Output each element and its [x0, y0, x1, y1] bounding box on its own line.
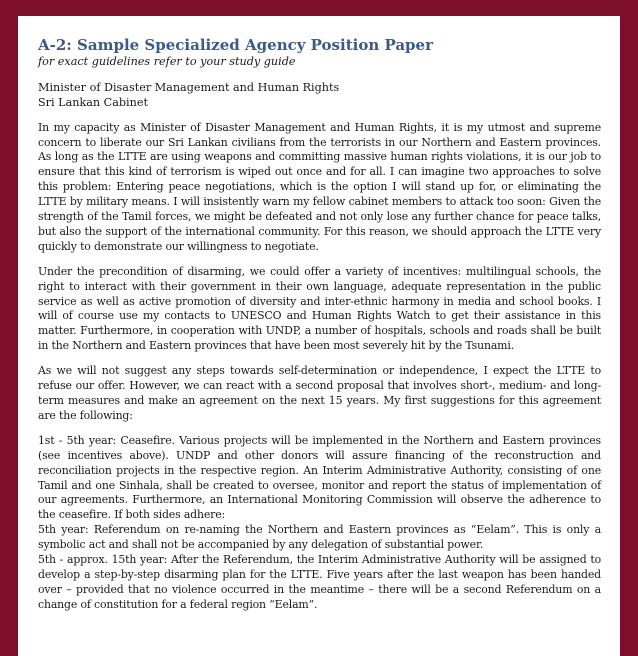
sender-role: Minister of Disaster Management and Human Rights: [38, 81, 340, 94]
paragraph-incentives: Under the precondition of disarming, we could offer a variety of incentives: multilingual schools, the right to interact with their government in their own language, adequate representation in the public service as well as active promotion of diversity and inter-ethnic harmony in media and school books. I will of course use my contacts to UNESCO and Human Rights Watch to get their assistance in this matter. Furthermore, in cooperation with UNDP, a number of hospitals, schools and roads shall be built in the Northern and Eastern provinces that have been most severely hit by the Tsunami.: [38, 264, 601, 353]
sender-block: [38, 81, 601, 111]
plan-item-ceasefire: 1st - 5th year: Ceasefire. Various projects will be implemented in the Northern and Eastern provinces (see incentives above). UNDP and other donors will assure financing of the reconstruction and reconciliation projects in the respective region. An Interim Administrative Authority, consisting of one Tamil and one Sinhala, shall be created to oversee, monitor and report the status of implementation of our agreements. Furthermore, an International Monitoring Commission will observe the adherence to the ceasefire. If both sides adhere:: [38, 433, 601, 522]
paragraph-introduction: In my capacity as Minister of Disaster Management and Human Rights, it is my utmost and supreme concern to liberate our Sri Lankan civilians from the terrorists in our Northern and Eastern provinces. As long as the LTTE are using weapons and committing massive human rights violations, it is our job to ensure that this kind of terrorism is wiped out once and for all. I can imagine two approaches to solve this problem: Entering peace negotiations, which is the option I will stand up for, or eliminating the LTTE by military means. I will insistently warn my fellow cabinet members to attack too soon: Given the strength of the Tamil forces, we might be defeated and not only lose any further chance for peace talks, but also the support of the international community. For this reason, we should approach the LTTE very quickly to demonstrate our willingness to negotiate.: [38, 120, 601, 253]
document-title: A-2: Sample Specialized Agency Position Paper: [38, 36, 433, 54]
paragraph-proposal: As we will not suggest any steps towards self-determination or independence, I expect the LTTE to refuse our offer. However, we can react with a second proposal that involves short-, medium- and long-term measures and make an agreement on the next 15 years. My first suggestions for this agreement are the following:: [38, 364, 601, 422]
document-page: [18, 16, 620, 656]
document-subtitle: for exact guidelines refer to your study guide: [38, 55, 296, 68]
plan-item-referendum: 5th year: Referendum on re-naming the Northern and Eastern provinces as “Eelam”. This is only a symbolic act and shall not be accompanied by any delegation of substantial power.: [38, 523, 601, 552]
plan-list: [38, 434, 601, 613]
sender-organization: Sri Lankan Cabinet: [38, 95, 148, 109]
plan-item-disarming: 5th - approx. 15th year: After the Referendum, the Interim Administrative Authority will be assigned to develop a step-by-step disarming plan for the LTTE. Five years after the last weapon has been handed over – provided that no violence occurred in the meantime – there will be a second Referendum on a change of constitution for a federal region “Eelam”.: [38, 553, 601, 611]
